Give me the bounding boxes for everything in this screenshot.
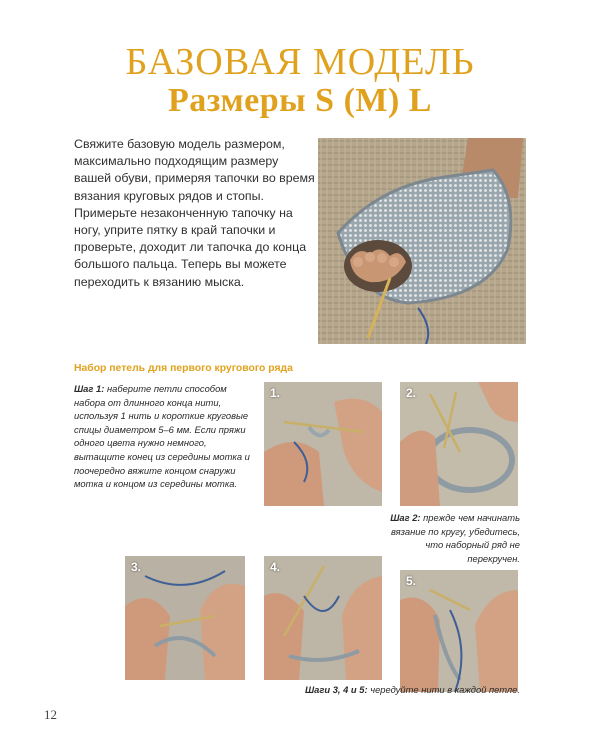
page-number: 12	[44, 707, 57, 722]
step-4-number: 4.	[270, 560, 281, 574]
slipper-on-foot-photo	[318, 138, 526, 344]
step-2-number: 2.	[406, 386, 417, 400]
caption-step-1-text: наберите петли способом набора от длинного конца нити, используя 1 нить и короткие круговые спицы диаметром 5–6 мм. Если пряжи одного цвета нужно немного, вытащите конец из середины мотка и поочередно вяжите концом снаружи мотка и концом из середины мотка.	[74, 383, 250, 490]
caption-steps-3-4-5-label: Шаги 3, 4 и 5:	[304, 684, 368, 695]
step-3-photo	[125, 556, 245, 680]
caption-step-2-text: прежде чем начинать вязание по кругу, убедитесь, что наборный ряд не перекручен.	[390, 512, 520, 564]
caption-step-2	[380, 511, 520, 565]
caption-step-1-label: Шаг 1:	[74, 383, 105, 394]
caption-step-2-label: Шаг 2:	[390, 512, 421, 523]
caption-steps-3-4-5-text: чередуйте нити в каждой петле.	[367, 684, 520, 695]
caption-steps-3-4-5	[150, 683, 520, 697]
step-4-photo	[264, 556, 382, 680]
step-3-number: 3.	[131, 560, 142, 574]
step-5-number: 5.	[406, 574, 417, 588]
page-title: БАЗОВАЯ МОДЕЛЬ	[125, 41, 475, 83]
caption-step-1	[74, 382, 256, 491]
step-2-photo	[400, 382, 518, 506]
step-1-number: 1.	[270, 386, 281, 400]
step-1-photo	[264, 382, 382, 506]
step-5-photo	[400, 570, 518, 692]
section-heading-cast-on: Набор петель для первого кругового ряда	[74, 363, 293, 374]
intro-paragraph: Свяжите базовую модель размером, максимально подходящим размеру вашей обуви, примеряя тапочки во время вязания круговых рядов и стопы. Примерьте незаконченную тапочку на ногу, уприте пятку в край тапочки и проверьте, доходит ли тапочка до конца большого пальца. Теперь вы можете переходить к вязанию мыска.	[74, 137, 315, 289]
page-subtitle-sizes: Размеры S (M) L	[168, 82, 432, 119]
